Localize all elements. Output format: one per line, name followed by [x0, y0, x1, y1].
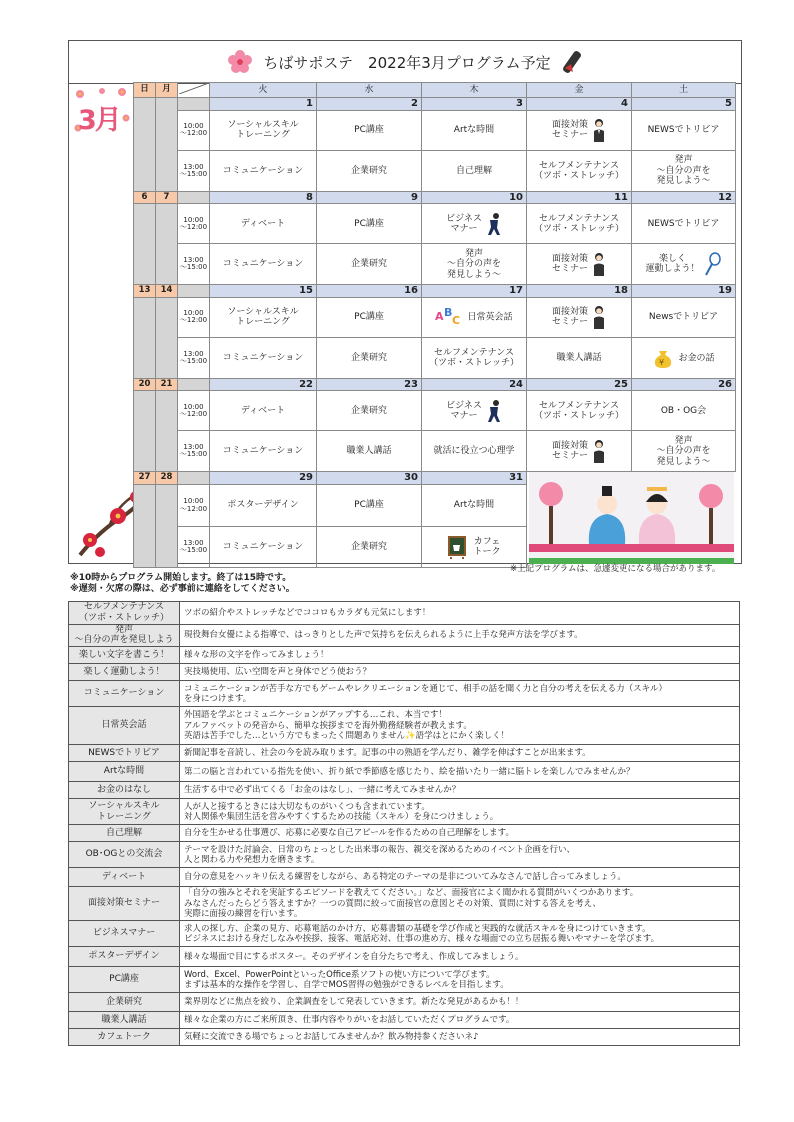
program-name: 自己理解 — [69, 825, 180, 842]
program-description: 「自分の強みとそれを実証するエピソードを教えてください。」など、面接官によく聞かれる質問がいくつかあります。 みなさんだったらどう答えますか？一つの質問に絞って面接官の意図とその対策、質問に対する答えを考え、 実際に面接の練習を行います。 — [180, 887, 740, 921]
diagonal-line — [179, 83, 209, 94]
program-name: セルフメンテナンス （ツボ・ストレッチ） — [69, 602, 180, 625]
program-description: 様々な企業の方にご来所頂き、仕事内容やりがいをお話していただくプログラムです。 — [180, 1012, 740, 1029]
description-row — [69, 799, 740, 825]
description-row — [69, 664, 740, 681]
program-cell: 楽しく 運動しよう！ — [632, 244, 736, 285]
date-cell: 8 — [210, 191, 317, 204]
program-cell: ビジネス マナー — [422, 204, 527, 244]
program-description: 気軽に交流できる場でちょっとお話してみませんか？飲み物持参くださいネ♪ — [180, 1029, 740, 1046]
date-cell: 29 — [210, 472, 317, 485]
program-name: Artな時間 — [69, 762, 180, 782]
date-cell: 5 — [632, 98, 736, 111]
program-description: 第二の脳と言われている指先を使い、折り紙で季節感を感じたり、絵を描いたり一緒に脳トレを楽しんでみませんか？ — [180, 762, 740, 782]
program-cell: セルフメンテナンス （ツボ・ストレッチ） — [422, 337, 527, 378]
businesswoman-icon — [592, 439, 606, 463]
program-cell: 発声 ～自分の声を 発見しよう～ — [632, 431, 736, 472]
time-slot-am: 10:00 ～12:00 — [178, 297, 210, 337]
hina-dolls-illustration — [527, 472, 736, 568]
page-title: ちばサポステ 2022年3月プログラム予定 — [263, 53, 551, 72]
program-cell: ディベート — [210, 391, 317, 431]
program-description: Word、Excel、PowerPointといったOffice系ソフトの使い方について学びます。 まずは基本的な操作を学習し、自学でMOS習得の勉強ができるレベルを目指します。 — [180, 967, 740, 993]
program-description: 生活する中で必ず出てくる「お金のはなし」、一緒に考えてみませんか？ — [180, 782, 740, 799]
date-sun: 13 — [134, 285, 156, 298]
program-name: カフェトーク — [69, 1029, 180, 1046]
program-cell: コミュニケーション — [210, 337, 317, 378]
description-row — [69, 745, 740, 762]
program-name: ポスターデザイン — [69, 947, 180, 967]
program-cell: 企業研究 — [317, 244, 422, 285]
am-row — [134, 204, 736, 244]
description-row — [69, 842, 740, 868]
program-name: お金のはなし — [69, 782, 180, 799]
date-cell: 2 — [317, 98, 422, 111]
program-description: テーマを設けた討論会、日常のちょっとした出来事の報告、親交を深めるためのイベント企画を行い、 人と関わる力や発想力を磨きます。 — [180, 842, 740, 868]
am-row — [134, 110, 736, 150]
day-header-wed: 水 — [317, 83, 422, 98]
program-cell: 自己理解 — [422, 150, 527, 191]
date-cell: 11 — [527, 191, 632, 204]
description-row — [69, 967, 740, 993]
date-cell: 18 — [527, 285, 632, 298]
program-name: 楽しく運動しよう！ — [69, 664, 180, 681]
description-row — [69, 762, 740, 782]
pm-row — [134, 244, 736, 285]
description-row — [69, 681, 740, 707]
program-cell: PC講座 — [317, 204, 422, 244]
date-cell: 26 — [632, 378, 736, 391]
program-name: 職業人講話 — [69, 1012, 180, 1029]
date-sun: 6 — [134, 191, 156, 204]
program-cell: Artな時間 — [422, 484, 527, 526]
businesswoman-icon — [592, 305, 606, 329]
day-header-tue: 火 — [210, 83, 317, 98]
program-description: 業界別などに焦点を絞り、企業調査をして発表していきます。新たな発見があるかも！！ — [180, 993, 740, 1012]
description-row — [69, 647, 740, 664]
program-name: 楽しい文字を書こう！ — [69, 647, 180, 664]
hina-dolls-icon — [529, 472, 734, 564]
program-cell: 企業研究 — [317, 391, 422, 431]
notes — [70, 573, 295, 595]
description-row — [69, 1029, 740, 1046]
program-cell: NEWSでトリビア — [632, 110, 736, 150]
badminton-racket-icon — [704, 252, 722, 276]
program-cell: セルフメンテナンス （ツボ・ストレッチ） — [527, 391, 632, 431]
program-cell: 面接対策 セミナー — [527, 297, 632, 337]
date-cell: 30 — [317, 472, 422, 485]
date-cell: 1 — [210, 98, 317, 111]
program-cell: 就活に役立つ心理学 — [422, 431, 527, 472]
program-name: 企業研究 — [69, 993, 180, 1012]
description-row — [69, 624, 740, 647]
program-cell: Newsでトリビア — [632, 297, 736, 337]
program-description: 様々な形の文字を作ってみましょう！ — [180, 647, 740, 664]
businessman-bowing-icon — [486, 399, 502, 423]
program-cell: 職業人講話 — [317, 431, 422, 472]
description-row — [69, 602, 740, 625]
svg-text:¥: ¥ — [659, 357, 665, 367]
time-slot-pm: 13:00 ～15:00 — [178, 337, 210, 378]
program-cell: コミュニケーション — [210, 244, 317, 285]
day-header-fri: 金 — [527, 83, 632, 98]
pm-row — [134, 431, 736, 472]
month-label: 3月 — [78, 105, 120, 136]
date-cell: 3 — [422, 98, 527, 111]
time-slot-pm: 13:00 ～15:00 — [178, 431, 210, 472]
program-cell: 面接対策 セミナー — [527, 431, 632, 472]
time-slot-pm: 13:00 ～15:00 — [178, 150, 210, 191]
week-date-row — [134, 285, 736, 298]
program-cell: 企業研究 — [317, 527, 422, 568]
note-line: ※10時からプログラム開始します。終了は15時です。 — [70, 573, 292, 583]
coffee-board-icon — [447, 535, 467, 559]
businesswoman-icon — [592, 118, 606, 142]
program-cell: 企業研究 — [317, 150, 422, 191]
description-row — [69, 707, 740, 745]
date-cell: 15 — [210, 285, 317, 298]
date-mon: 28 — [156, 472, 178, 485]
date-cell: 12 — [632, 191, 736, 204]
week-date-row — [134, 98, 736, 111]
program-cell: コミュニケーション — [210, 527, 317, 568]
program-name: NEWSでトリビア — [69, 745, 180, 762]
program-description: 様々な場面で目にするポスター。そのデザインを自分たちで考え、作成してみましょう。 — [180, 947, 740, 967]
program-cell: 職業人講話 — [527, 337, 632, 378]
program-description: 自分を生かせる仕事選び、応募に必要な自己アピールを作るための自己理解をします。 — [180, 825, 740, 842]
program-name: 発声 ～自分の声を発見しよう — [69, 624, 180, 647]
program-cell: セルフメンテナンス （ツボ・ストレッチ） — [527, 204, 632, 244]
description-row — [69, 825, 740, 842]
program-cell: 企業研究 — [317, 337, 422, 378]
program-name: ディベート — [69, 868, 180, 887]
program-description: コミュニケーションが苦手な方でもゲームやレクリエーションを通じて、相手の話を聞く力と自分の考えを伝える力（スキル） を身につけます。 — [180, 681, 740, 707]
svg-text:A: A — [435, 310, 444, 324]
program-description: 外国語を学ぶとコミュニケーションがアップする…これ、本当です！ アルファベットの発音から、簡単な挨拶までを海外勤務経験者が教えます。 英語は苦手でした…という方でもまったく問題ありません✨語学はとにかく楽しく！ — [180, 707, 740, 745]
program-description: 実技場使用、広い空間を声と身体でどう使おう？ — [180, 664, 740, 681]
date-cell: 10 — [422, 191, 527, 204]
description-row — [69, 1012, 740, 1029]
program-cell: OB・OG会 — [632, 391, 736, 431]
program-description: 求人の探し方、企業の見方、応募電話のかけ方、応募書類の基礎を学び作成と実践的な就活スキルを身につけていきます。 ビジネスにおける身だしなみや挨拶、接客、電話応対、仕事の進め方、様々な場面での立ち居振る舞いやマナーを学びます。 — [180, 921, 740, 947]
am-row — [134, 297, 736, 337]
program-cell: ソーシャルスキル トレーニング — [210, 110, 317, 150]
program-name: ソーシャルスキル トレーニング — [69, 799, 180, 825]
program-description: 現役舞台女優による指導で、はっきりとした声で気持ちを伝えられるように上手な発声方法を学びます。 — [180, 624, 740, 647]
program-name: コミュニケーション — [69, 681, 180, 707]
description-row — [69, 947, 740, 967]
pm-row — [134, 150, 736, 191]
description-row — [69, 993, 740, 1012]
date-cell: 4 — [527, 98, 632, 111]
description-row — [69, 921, 740, 947]
date-cell: 25 — [527, 378, 632, 391]
program-cell: コミュニケーション — [210, 431, 317, 472]
program-cell: セルフメンテナンス （ツボ・ストレッチ） — [527, 150, 632, 191]
program-cell: A B C 日常英会話 — [422, 297, 527, 337]
program-cell: ポスターデザイン — [210, 484, 317, 526]
program-cell: 面接対策 セミナー — [527, 110, 632, 150]
program-cell: 面接対策 セミナー — [527, 244, 632, 285]
time-slot-am: 10:00 ～12:00 — [178, 204, 210, 244]
program-description: 自分の意見をハッキリ伝える練習をしながら、ある特定のテーマの是非についてみなさんで話し合ってみましょう。 — [180, 868, 740, 887]
abc-blocks-icon — [435, 306, 461, 328]
svg-text:C: C — [452, 314, 461, 328]
program-cell: ビジネス マナー — [422, 391, 527, 431]
svg-text:B: B — [444, 306, 453, 320]
date-mon: 21 — [156, 378, 178, 391]
date-cell: 23 — [317, 378, 422, 391]
time-slot-am: 10:00 ～12:00 — [178, 484, 210, 526]
time-slot-pm: 13:00 ～15:00 — [178, 527, 210, 568]
program-description: 人が人と接するときには大切なものがいくつも含まれています。 対人関係や集団生活を営みやすくするための技能（スキル）を身につけましょう。 — [180, 799, 740, 825]
pm-row — [134, 337, 736, 378]
note-line: ※遅刻・欠席の際は、必ず事前に連絡をしてください。 — [70, 583, 295, 594]
program-cell: 発声 ～自分の声を 発見しよう～ — [632, 150, 736, 191]
program-cell: NEWSでトリビア — [632, 204, 736, 244]
date-cell: 24 — [422, 378, 527, 391]
time-slot-am: 10:00 ～12:00 — [178, 110, 210, 150]
calendar-table — [133, 82, 736, 568]
week-date-row — [134, 472, 736, 485]
date-mon: 7 — [156, 191, 178, 204]
program-cell: カフェ トーク — [422, 527, 527, 568]
businessman-bowing-icon — [486, 212, 502, 236]
date-cell: 22 — [210, 378, 317, 391]
date-sun: 27 — [134, 472, 156, 485]
description-row — [69, 887, 740, 921]
program-name: 面接対策セミナー — [69, 887, 180, 921]
program-cell: ¥ お金の話 — [632, 337, 736, 378]
date-cell: 19 — [632, 285, 736, 298]
day-header-sun: 日 — [134, 83, 156, 98]
date-cell: 9 — [317, 191, 422, 204]
am-row — [134, 391, 736, 431]
date-sun: 20 — [134, 378, 156, 391]
program-name: PC講座 — [69, 967, 180, 993]
program-cell: ディベート — [210, 204, 317, 244]
corner-cell — [178, 83, 210, 98]
program-cell: コミュニケーション — [210, 150, 317, 191]
program-cell: PC講座 — [317, 110, 422, 150]
day-header-thu: 木 — [422, 83, 527, 98]
program-name: 日常英会話 — [69, 707, 180, 745]
week-date-row — [134, 191, 736, 204]
description-row — [69, 868, 740, 887]
program-cell: ソーシャルスキル トレーニング — [210, 297, 317, 337]
day-header-mon: 月 — [156, 83, 178, 98]
time-slot-am: 10:00 ～12:00 — [178, 391, 210, 431]
week-date-row — [134, 378, 736, 391]
program-name: OB･OGとの交流会 — [69, 842, 180, 868]
date-cell: 31 — [422, 472, 527, 485]
program-name: ビジネスマナー — [69, 921, 180, 947]
businesswoman-icon — [592, 252, 606, 276]
program-description: ツボの紹介やストレッチなどでココロもカラダも元気にします！ — [180, 602, 740, 625]
description-row — [69, 782, 740, 799]
program-cell: 発声 ～自分の声を 発見しよう～ — [422, 244, 527, 285]
date-mon: 14 — [156, 285, 178, 298]
program-description: 新聞記事を音読し、社会の今を読み取ります。記事の中の熟語を学んだり、雑学を伸ばすことが出来ます。 — [180, 745, 740, 762]
money-bag-icon — [652, 347, 674, 369]
program-cell: PC講座 — [317, 484, 422, 526]
month-badge — [72, 88, 132, 143]
day-header-sat: 土 — [632, 83, 736, 98]
change-notice: ※上記プログラムは、急遽変更になる場合があります。 — [510, 564, 721, 574]
time-slot-pm: 13:00 ～15:00 — [178, 244, 210, 285]
program-cell: PC講座 — [317, 297, 422, 337]
date-cell: 17 — [422, 285, 527, 298]
program-description-table — [68, 601, 740, 1046]
date-cell: 16 — [317, 285, 422, 298]
program-cell: Artな時間 — [422, 110, 527, 150]
